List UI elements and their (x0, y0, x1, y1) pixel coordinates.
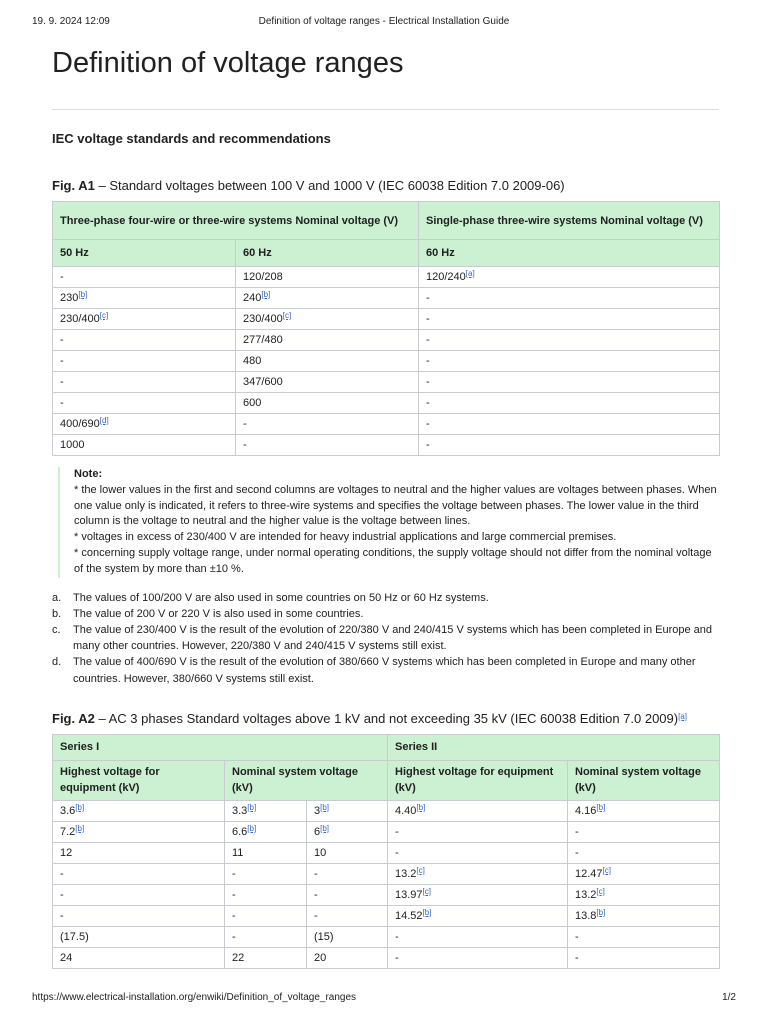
table-row (53, 309, 720, 330)
table-cell (419, 309, 720, 330)
note-line: * the lower values in the first and second columns are voltages to neutral and the higher values are voltages between phases. When one value only is indicated, it refers to three-wire systems and specifies the voltage between phases. The lower value in the third column is the voltage to neutral and the higher value is the voltage between lines. (74, 483, 717, 528)
cell-value: 1000 (60, 439, 85, 451)
table-cell (236, 309, 419, 330)
fig-a1-sub-60hz: 60 Hz (236, 240, 419, 267)
table-cell (53, 267, 236, 288)
fig-a2-head-nominal-2: Nominal system voltage (kV) (568, 760, 720, 800)
cell-value: - (314, 909, 318, 922)
cell-value: 4.16 (575, 804, 597, 817)
table-cell (53, 372, 236, 393)
table-cell (568, 842, 720, 863)
table-row (53, 351, 720, 372)
table-cell (388, 863, 568, 884)
table-row (53, 884, 720, 905)
cell-value: - (243, 439, 247, 451)
table-cell (236, 414, 419, 435)
table-cell (568, 905, 720, 926)
table-cell (225, 905, 307, 926)
cell-value: 6 (314, 825, 321, 838)
footnote-ref-link[interactable] (678, 712, 687, 721)
cell-value: 277/480 (243, 334, 283, 346)
table-row (53, 926, 720, 947)
footnote-ref-text[interactable]: [c] (99, 311, 109, 320)
footnote-ref-link[interactable] (596, 803, 605, 812)
table-cell (236, 267, 419, 288)
footnote-list (52, 590, 719, 687)
footnote-ref-text[interactable]: [b] (596, 907, 606, 917)
table-cell (53, 821, 225, 842)
table-row (53, 905, 720, 926)
table-cell (225, 947, 307, 968)
section-heading: IEC voltage standards and recommendations (52, 131, 331, 146)
cell-value: 14.52 (395, 909, 423, 922)
cell-value: - (232, 930, 236, 943)
fig-a2-caption-text: – AC 3 phases Standard voltages above 1 kV and not exceeding 35 kV (IEC 60038 Edition 7.0 2009) (94, 710, 679, 726)
footnote-ref-text[interactable]: [b] (75, 823, 85, 833)
cell-value: - (60, 397, 64, 409)
footnote-item (52, 622, 719, 654)
cell-value: 24 (60, 951, 73, 964)
table-cell (307, 905, 388, 926)
table-cell (53, 393, 236, 414)
footnote-ref-text[interactable]: [d] (99, 416, 109, 425)
cell-value: - (60, 909, 64, 922)
cell-value: - (60, 888, 64, 901)
footnote-text: The value of 200 V or 220 V is also used in some countries. (73, 607, 364, 620)
footnote-ref-text[interactable]: [b] (247, 823, 257, 833)
cell-value: - (232, 867, 236, 880)
footnote-ref-link[interactable] (416, 803, 425, 812)
table-cell (388, 947, 568, 968)
table-cell (225, 926, 307, 947)
footnote-ref-link[interactable] (247, 803, 256, 812)
footnote-ref-link[interactable] (320, 803, 329, 812)
footnote-ref-text[interactable]: [b] (320, 823, 330, 833)
footnote-item (52, 590, 719, 606)
note-title: Note: (74, 468, 103, 480)
footnote-marker: c. (52, 623, 61, 636)
cell-value: 22 (232, 951, 245, 964)
footnote-ref-text[interactable]: [c] (602, 865, 611, 875)
table-cell (419, 414, 720, 435)
table-row (53, 863, 720, 884)
print-footer (32, 992, 736, 1006)
print-doc-title: Definition of voltage ranges - Electrical Installation Guide (258, 16, 510, 27)
footnote-ref-text[interactable]: [b] (75, 802, 85, 812)
table-cell (53, 330, 236, 351)
cell-value: - (575, 825, 579, 838)
footnote-ref-link[interactable] (75, 803, 84, 812)
footnote-ref-link[interactable] (78, 290, 87, 299)
cell-value: - (426, 313, 430, 325)
cell-value: 120/208 (243, 271, 283, 283)
note-line: * voltages in excess of 230/400 V are intended for heavy industrial applications and large commercial premises. (74, 531, 617, 544)
table-cell (53, 288, 236, 309)
note-box (58, 467, 719, 578)
table-cell (53, 863, 225, 884)
fig-a1-head-three-phase: Three-phase four-wire or three-wire systems Nominal voltage (V) (53, 202, 419, 240)
table-cell (236, 393, 419, 414)
table-cell (236, 351, 419, 372)
fig-a2-head-highest-2: Highest voltage for equipment (kV) (388, 760, 568, 800)
cell-value: 12 (60, 846, 73, 859)
footnote-ref-link[interactable] (261, 290, 270, 299)
fig-a2-table (52, 734, 720, 969)
cell-value: 13.2 (575, 888, 597, 901)
fig-a1-caption-text: – Standard voltages between 100 V and 1000 V (IEC 60038 Edition 7.0 2009-06) (94, 178, 565, 193)
fig-a2-series-1: Series I (53, 734, 388, 760)
footnote-ref-text[interactable]: [a] (465, 269, 475, 278)
table-cell (419, 351, 720, 372)
footnote-ref-link[interactable] (100, 416, 109, 425)
footnote-text: The value of 230/400 V is the result of the evolution of 220/380 V and 240/415 V systems which has been completed in Europe and many other countries. However, 220/380 V and 240/415 V systems still exist. (73, 623, 713, 653)
table-cell (53, 351, 236, 372)
page-number: 1/2 (722, 992, 736, 1003)
cell-value: - (426, 376, 430, 388)
cell-value: - (426, 334, 430, 346)
print-header (32, 16, 736, 30)
table-cell (53, 842, 225, 863)
footnote-marker: b. (52, 607, 62, 620)
cell-value: - (60, 334, 64, 346)
table-cell (53, 800, 225, 821)
cell-value: 12.47 (575, 867, 603, 880)
cell-value: 347/600 (243, 376, 283, 388)
footnote-ref-text[interactable]: [b] (422, 907, 432, 917)
cell-value: 3.3 (232, 804, 248, 817)
cell-value: - (314, 867, 318, 880)
cell-value: 600 (243, 397, 262, 409)
table-row (53, 842, 720, 863)
cell-value: 7.2 (60, 825, 76, 838)
table-cell (388, 926, 568, 947)
table-cell (236, 435, 419, 456)
table-cell (307, 821, 388, 842)
table-cell (53, 884, 225, 905)
table-cell (419, 393, 720, 414)
footnote-ref-link[interactable] (100, 311, 108, 320)
fig-a1-head-single-phase: Single-phase three-wire systems Nominal voltage (V) (419, 202, 720, 240)
cell-value: - (60, 867, 64, 880)
footnote-marker: d. (52, 656, 62, 669)
footnote-ref-link[interactable] (320, 824, 329, 833)
print-url: https://www.electrical-installation.org/enwiki/Definition_of_voltage_ranges (32, 992, 357, 1003)
table-cell (568, 863, 720, 884)
cell-value: 20 (314, 951, 327, 964)
table-cell (307, 842, 388, 863)
cell-value: 230/400 (243, 313, 283, 325)
table-cell (388, 884, 568, 905)
table-row (53, 288, 720, 309)
table-cell (568, 884, 720, 905)
cell-value: - (426, 418, 430, 430)
title-divider (52, 109, 719, 110)
table-cell (419, 288, 720, 309)
footnote-ref-text[interactable]: [b] (596, 802, 606, 812)
table-row (53, 947, 720, 968)
footnote-text: The values of 100/200 V are also used in some countries on 50 Hz or 60 Hz systems. (73, 591, 489, 604)
table-row (53, 800, 720, 821)
cell-value: - (426, 397, 430, 409)
cell-value: 240 (243, 292, 262, 304)
cell-value: (15) (314, 930, 334, 943)
cell-value: 13.8 (575, 909, 597, 922)
cell-value: - (575, 930, 579, 943)
footnote-ref-text[interactable]: [c] (282, 311, 292, 320)
fig-a2-head-highest-1: Highest voltage for equipment (kV) (53, 760, 225, 800)
table-cell (388, 842, 568, 863)
table-cell (225, 821, 307, 842)
cell-value: - (395, 846, 399, 859)
footnote-item (52, 654, 719, 686)
article-content (52, 44, 719, 969)
table-row (53, 372, 720, 393)
table-cell (53, 926, 225, 947)
cell-value: - (426, 355, 430, 367)
fig-a1-sub-60hz-single: 60 Hz (419, 240, 720, 267)
cell-value: - (395, 951, 399, 964)
footnote-ref-link[interactable] (596, 908, 605, 917)
table-cell (307, 800, 388, 821)
cell-value: 3 (314, 804, 321, 817)
footnote-ref-link[interactable] (423, 887, 431, 896)
footnote-ref-text[interactable]: [c] (416, 865, 425, 875)
footnote-ref-link[interactable] (75, 824, 84, 833)
table-cell (236, 372, 419, 393)
table-row (53, 414, 720, 435)
cell-value: - (232, 909, 236, 922)
cell-value: - (395, 825, 399, 838)
table-cell (419, 435, 720, 456)
fig-a2-label: Fig. A2 (52, 710, 95, 726)
table-cell (225, 800, 307, 821)
fig-a2-head-nominal-1: Nominal system voltage (kV) (225, 760, 388, 800)
table-cell (53, 309, 236, 330)
table-cell (307, 947, 388, 968)
cell-value: (17.5) (60, 930, 89, 943)
footnote-ref-text[interactable]: [c] (596, 886, 605, 896)
table-cell (236, 288, 419, 309)
table-cell (568, 800, 720, 821)
fig-a1-body (53, 267, 720, 456)
page-title: Definition of voltage ranges (52, 47, 404, 79)
table-cell (236, 330, 419, 351)
fig-a1-caption (52, 177, 719, 195)
cell-value: - (395, 930, 399, 943)
footnote-ref-text[interactable]: [b] (247, 802, 257, 812)
table-cell (225, 863, 307, 884)
fig-a1-sub-50hz: 50 Hz (53, 240, 236, 267)
fig-a1-table (52, 201, 720, 456)
footnote-ref-text[interactable]: [a] (678, 711, 687, 721)
table-cell (53, 905, 225, 926)
cell-value: 10 (314, 846, 327, 859)
footnote-ref-text[interactable]: [b] (320, 802, 330, 812)
fig-a2-body (53, 800, 720, 968)
cell-value: - (232, 888, 236, 901)
cell-value: 11 (232, 846, 244, 859)
cell-value: - (60, 355, 64, 367)
cell-value: - (575, 951, 579, 964)
cell-value: - (60, 271, 64, 283)
table-cell (419, 267, 720, 288)
table-row (53, 821, 720, 842)
table-cell (568, 947, 720, 968)
cell-value: - (60, 376, 64, 388)
footnote-ref-link[interactable] (283, 311, 291, 320)
cell-value: - (575, 846, 579, 859)
cell-value: 230/400 (60, 313, 100, 325)
table-cell (388, 821, 568, 842)
cell-value: 230 (60, 292, 79, 304)
table-cell (53, 435, 236, 456)
table-cell (307, 926, 388, 947)
footnote-ref-link[interactable] (596, 887, 604, 896)
cell-value: 120/240 (426, 271, 466, 283)
footnote-ref-text[interactable]: [b] (416, 802, 426, 812)
table-row (53, 267, 720, 288)
table-row (53, 393, 720, 414)
fig-a2-series-2: Series II (388, 734, 720, 760)
cell-value: 3.6 (60, 804, 76, 817)
cell-value: 13.2 (395, 867, 417, 880)
table-cell (53, 947, 225, 968)
cell-value: - (243, 418, 247, 430)
footnote-marker: a. (52, 591, 62, 604)
footnote-text: The value of 400/690 V is the result of the evolution of 380/660 V systems which has been completed in Europe and many other countries. However, 380/660 V systems still exist. (73, 656, 696, 685)
table-cell (388, 800, 568, 821)
cell-value: - (426, 292, 430, 304)
table-row (53, 330, 720, 351)
table-cell (307, 863, 388, 884)
footnote-ref-link[interactable] (416, 866, 424, 875)
fig-a2-caption (52, 710, 719, 728)
cell-value: 400/690 (60, 418, 100, 430)
table-cell (419, 372, 720, 393)
cell-value: 4.40 (395, 804, 417, 817)
cell-value: - (314, 888, 318, 901)
table-cell (568, 926, 720, 947)
table-cell (225, 842, 307, 863)
print-date: 19. 9. 2024 12:09 (32, 16, 110, 27)
footnote-ref-text[interactable]: [b] (78, 290, 88, 299)
cell-value: - (426, 439, 430, 451)
table-cell (568, 821, 720, 842)
footnote-ref-text[interactable]: [c] (422, 886, 431, 896)
footnote-ref-link[interactable] (247, 824, 256, 833)
table-row (53, 435, 720, 456)
fig-a1-label: Fig. A1 (52, 178, 95, 193)
footnote-ref-link[interactable] (603, 866, 611, 875)
table-cell (419, 330, 720, 351)
table-cell (53, 414, 236, 435)
footnote-item (52, 606, 719, 622)
cell-value: 13.97 (395, 888, 423, 901)
cell-value: 480 (243, 355, 262, 367)
footnote-ref-link[interactable] (423, 908, 432, 917)
table-cell (388, 905, 568, 926)
cell-value: 6.6 (232, 825, 248, 838)
table-cell (225, 884, 307, 905)
table-cell (307, 884, 388, 905)
footnote-ref-text[interactable]: [b] (261, 290, 271, 299)
footnote-ref-link[interactable] (466, 269, 475, 278)
note-line: * concerning supply voltage range, under normal operating conditions, the supply voltage should not differ from the nominal voltage of the system by more than ±10 %. (74, 546, 712, 575)
